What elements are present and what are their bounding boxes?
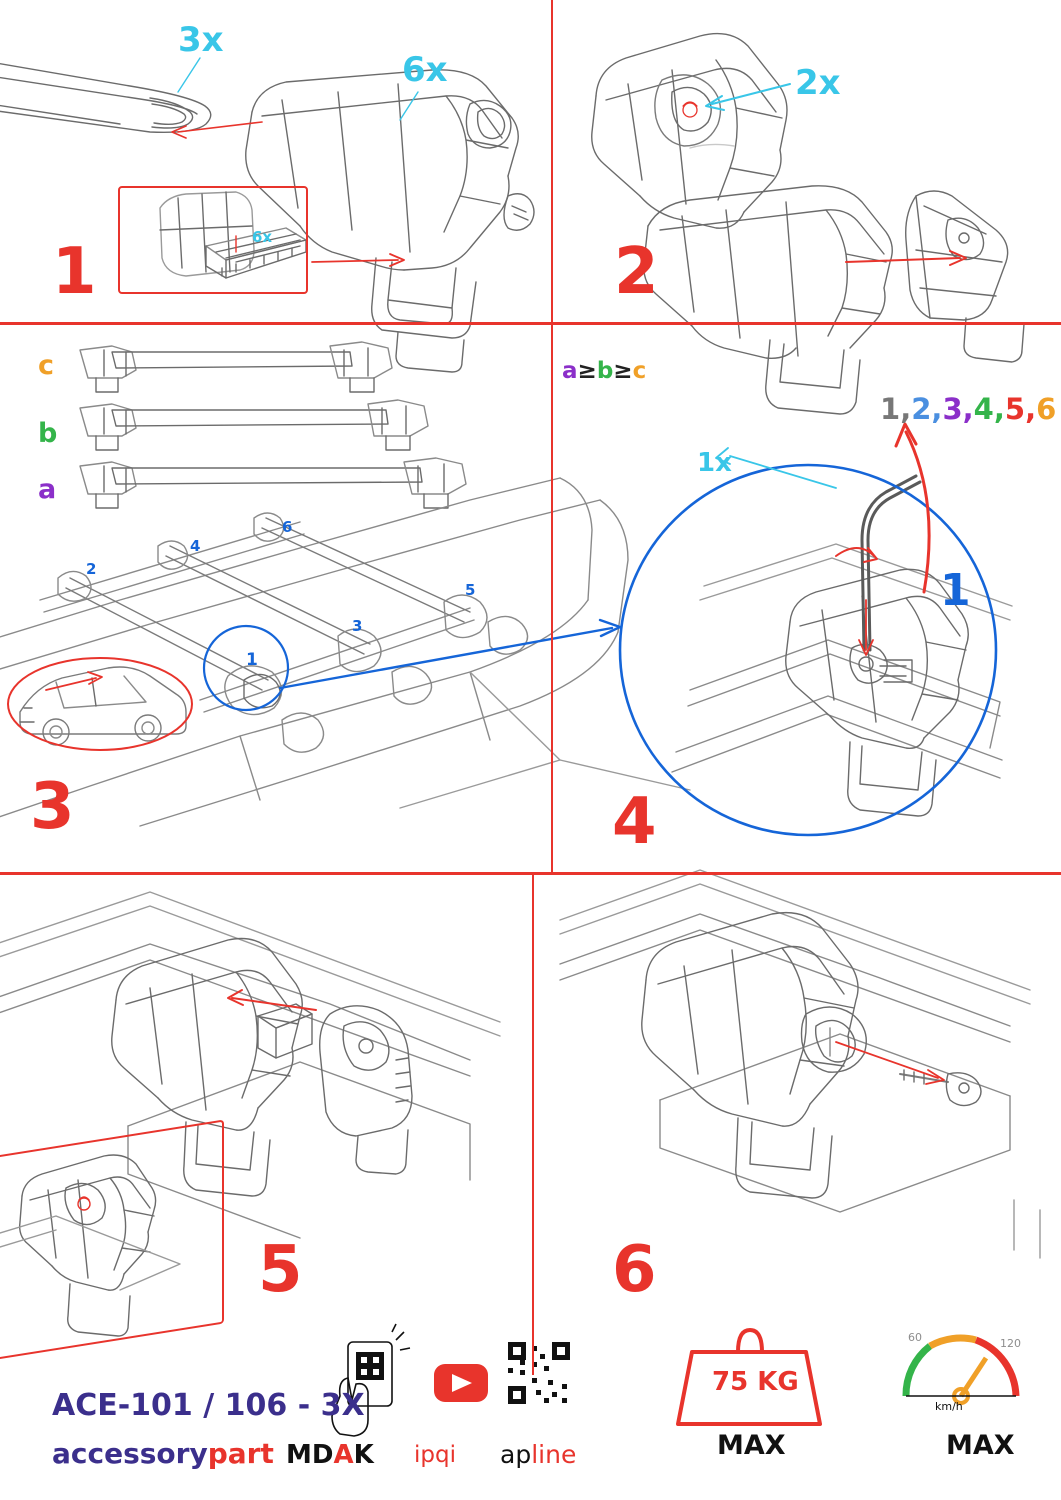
inequality-op-1: ≥ <box>577 358 597 384</box>
panel-divider-top <box>551 0 553 322</box>
quantity-2x: 2x <box>795 63 841 103</box>
bar-label-c: c <box>38 350 55 381</box>
model-code: ACE-101 / 106 - 3X <box>52 1388 365 1423</box>
inequality-op-2: ≥ <box>613 358 633 384</box>
inequality-b: b <box>596 358 614 384</box>
step-number-5: 5 <box>258 1233 302 1307</box>
sequence-item-3: 3 <box>942 392 963 426</box>
max-weight-label: MAX <box>717 1430 786 1461</box>
sequence-item-5: 5 <box>1004 392 1026 426</box>
brand-accessory: accessory <box>52 1437 208 1470</box>
callout-number-1: 1 <box>940 565 971 616</box>
mdak-accent: A <box>333 1440 354 1470</box>
bar-label-a: a <box>38 474 57 505</box>
bar-position-2: 2 <box>86 560 97 578</box>
bar-position-1: 1 <box>246 650 258 670</box>
apline-pre: ap <box>500 1440 532 1469</box>
step-number-6: 6 <box>612 1233 656 1307</box>
apline-accent: line <box>531 1440 577 1469</box>
bar-position-5: 5 <box>465 581 476 599</box>
inequality-note <box>562 358 646 384</box>
section-divider-2 <box>0 872 1061 875</box>
step-number-4: 4 <box>612 785 656 859</box>
sequence-item-1: 1 <box>880 392 901 426</box>
partner-mdak <box>286 1440 374 1470</box>
mdak-pre: MD <box>286 1440 334 1470</box>
bar-position-6: 6 <box>282 518 293 536</box>
step-1-detail-box <box>118 186 308 294</box>
max-weight-value: 75 KG <box>712 1367 799 1397</box>
tightening-sequence: 1,2,3,4,5,6 <box>880 392 1057 426</box>
panel-divider-middle <box>551 325 553 872</box>
quantity-6x-inset: 6x <box>252 228 273 246</box>
bar-label-b: b <box>38 418 58 449</box>
quantity-1x: 1x <box>697 448 732 478</box>
sequence-item-2: 2 <box>911 392 932 426</box>
sequence-item-6: 6 <box>1036 392 1057 426</box>
mdak-post: K <box>353 1440 374 1470</box>
quantity-3x: 3x <box>178 20 224 60</box>
brand-part: part <box>207 1437 274 1470</box>
inequality-a: a <box>562 358 578 384</box>
step-number-2: 2 <box>614 235 658 309</box>
brand-logo <box>52 1437 274 1470</box>
section-divider-1 <box>0 322 1061 325</box>
step-5-detail-box <box>0 1120 224 1369</box>
max-speed-label: MAX <box>946 1430 1015 1461</box>
panel-divider-bottom <box>532 875 534 1375</box>
bar-position-4: 4 <box>190 537 201 555</box>
speed-unit-label: km/h <box>935 1400 963 1413</box>
bar-position-3: 3 <box>352 617 363 635</box>
sequence-item-4: 4 <box>973 392 994 426</box>
partner-ipqi: ipqi <box>414 1442 456 1468</box>
step-number-3: 3 <box>30 770 74 844</box>
speed-tick-120: 120 <box>1000 1337 1021 1350</box>
partner-apline <box>500 1440 576 1469</box>
quantity-6x: 6x <box>402 50 448 90</box>
inequality-c: c <box>632 358 647 384</box>
step-number-1: 1 <box>52 235 96 309</box>
speed-tick-60: 60 <box>908 1331 922 1344</box>
